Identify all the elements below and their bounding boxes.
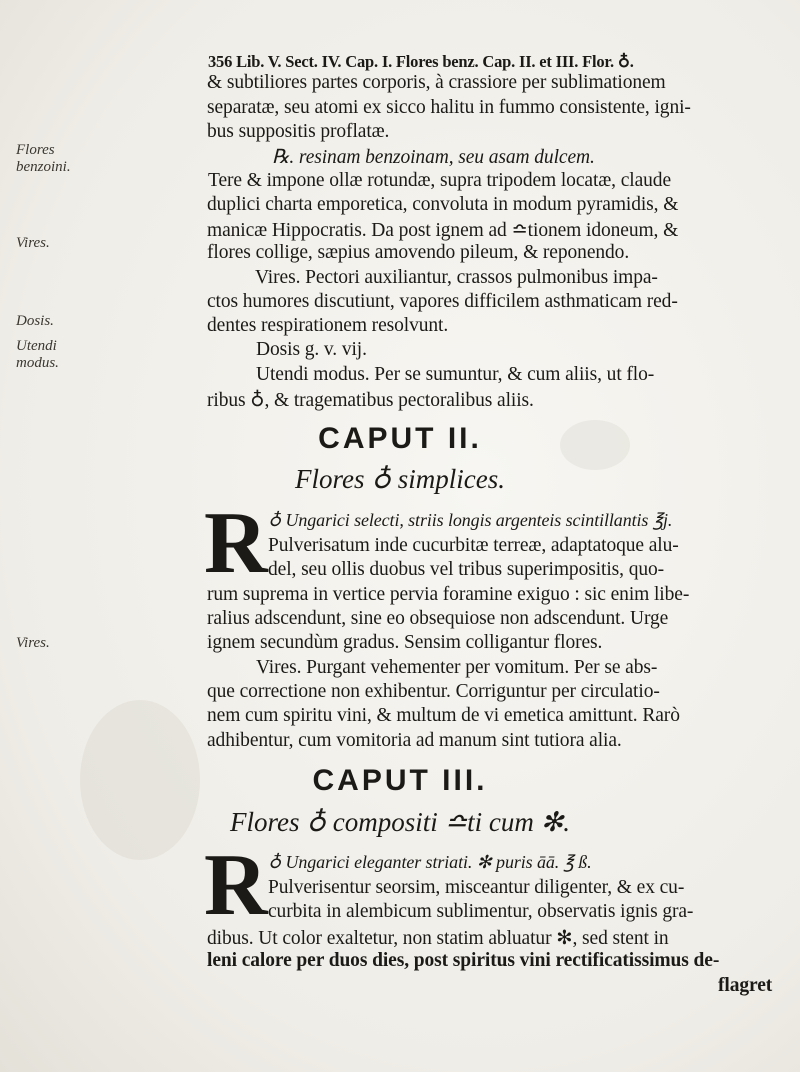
margin-note-vires: Vires. (16, 235, 50, 251)
text-line: duplici charta emporetica, convoluta in modum pyramidis, & (207, 194, 679, 215)
margin-note-vires: Vires. (16, 635, 50, 651)
chapter-heading: CAPUT II. (318, 422, 482, 455)
text-line: adhibentur, cum vomitoria ad manum sint tutiora alia. (207, 730, 622, 751)
running-header: 356 Lib. V. Sect. IV. Cap. I. Flores benz. Cap. II. et III. Flor. ♁. (208, 52, 634, 71)
text-line: ralius adscendunt, sine eo obsequiose non adscendunt. Urge (207, 608, 669, 629)
text-line: & subtiliores partes corporis, à crassiore per sublimationem (207, 72, 666, 93)
text-line: Vires. Purgant vehementer per vomitum. Per se abs- (256, 657, 658, 678)
text-line: Pulverisatum inde cucurbitæ terreæ, adaptatoque alu- (268, 535, 679, 556)
text-line: ctos humores discutiunt, vapores difficilem asthmaticam red- (207, 291, 678, 312)
margin-note-dosis: Dosis. (16, 313, 54, 329)
text-line: ♁ Ungarici eleganter striati. ✻ puris āā. ℥ ß. (268, 852, 592, 872)
margin-note-utendi-modus: Utendi modus. (16, 338, 59, 371)
text-line: curbita in alembicum sublimentur, observatis ignis gra- (268, 901, 694, 922)
text-line: bus suppositis proflatæ. (207, 121, 390, 142)
drop-cap: R (204, 837, 268, 934)
text-line: manicæ Hippocratis. Da post ignem ad ≏tionem idoneum, & (207, 220, 679, 241)
text-line: Vires. Pectori auxiliantur, crassos pulmonibus impa- (255, 267, 658, 288)
catchword: flagret (718, 975, 773, 996)
text-line: Utendi modus. Per se sumuntur, & cum aliis, ut flo- (256, 364, 655, 385)
chapter-subtitle: Flores ♁ compositi ≏ti cum ✻. (230, 807, 570, 837)
text-line: ♁ Ungarici selecti, striis longis argenteis scintillantis ℥j. (268, 510, 673, 530)
text-line: flores collige, sæpius amovendo pileum, & reponendo. (207, 242, 630, 263)
text-line: del, seu ollis duobus vel tribus superimpositis, quo- (268, 559, 665, 580)
text-line: Tere & impone ollæ rotundæ, supra tripodem locatæ, claude (208, 170, 671, 191)
text-line: Dosis g. v. vij. (256, 339, 367, 360)
text-line: dentes respirationem resolvunt. (207, 315, 449, 336)
chapter-heading: CAPUT III. (312, 764, 488, 797)
text-line: ignem secundùm gradus. Sensim colligantur flores. (207, 632, 603, 653)
text-line: leni calore per duos dies, post spiritus vini rectificatissimus de- (207, 950, 720, 971)
text-line: separatæ, seu atomi ex sicco halitu in fummo consistente, igni- (207, 97, 691, 118)
text-line: Pulverisentur seorsim, misceantur diligenter, & ex cu- (268, 877, 685, 898)
text-line: nem cum spiritu vini, & multum de vi emetica amittunt. Rarò (207, 705, 680, 726)
text-line: ribus ♁, & tragematibus pectoralibus aliis. (207, 390, 534, 411)
text-line: ℞. resinam benzoinam, seu asam dulcem. (272, 147, 595, 168)
text-line: dibus. Ut color exaltetur, non statim abluatur ✻, sed stent in (207, 928, 669, 949)
text-line: rum suprema in vertice pervia foramine exiguo : sic enim libe- (207, 584, 690, 605)
margin-note-flores-benzoini: Flores benzoini. (16, 142, 71, 175)
text-line: que correctione non exhibentur. Corriguntur per circulatio- (207, 681, 660, 702)
drop-cap: R (204, 495, 268, 592)
chapter-subtitle: Flores ♁ simplices. (294, 464, 505, 494)
